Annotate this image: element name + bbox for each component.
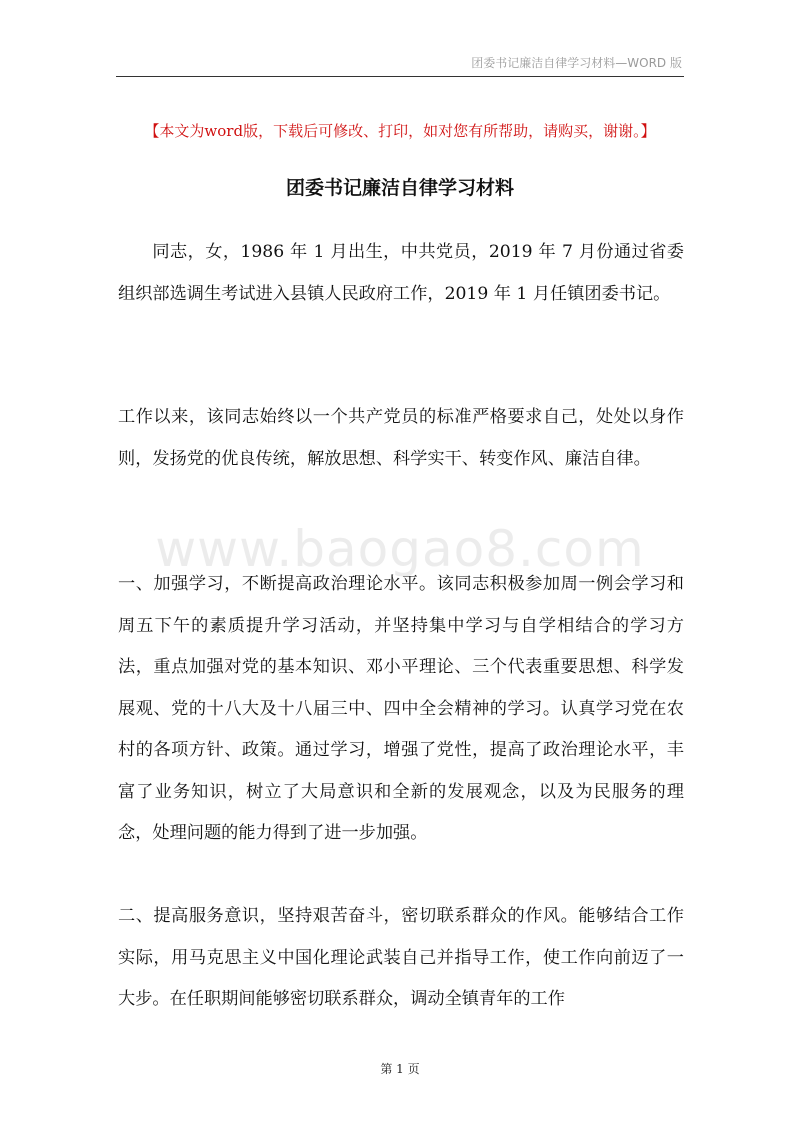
download-notice: 【本文为word版，下载后可修改、打印，如对您有所帮助，请购买，谢谢。】 <box>144 122 656 140</box>
page-number: 第 1 页 <box>380 1062 420 1076</box>
paragraph-intro: 同志，女，1986 年 1 月出生，中共党员，2019 年 7 月份通过省委组织部选调生考试进入县镇人民政府工作，2019 年 1 月任镇团委书记。 <box>118 242 684 304</box>
paragraph-work: 工作以来，该同志始终以一个共产党员的标准严格要求自己，处处以身作则，发扬党的优良传统，解放思想、科学实干、转变作风、廉洁自律。 <box>118 407 684 469</box>
page-header-title: 团委书记廉洁自律学习材料—WORD 版 <box>471 56 682 70</box>
paragraph-section-1: 一、加强学习，不断提高政治理论水平。该同志积极参加周一例会学习和周五下午的素质提升学习活动，并坚持集中学习与自学相结合的学习方法，重点加强对党的基本知识、邓小平理论、三个代表重要思想、科学发展观、党的十八大及十八届三中、四中全会精神的学习。认真学习党在农村的各项方针、政策。通过学习，增强了党性，提高了政治理论水平，丰富了业务知识，树立了大局意识和全新的发展观念，以及为民服务的理念，处理问题的能力得到了进一步加强。 <box>118 574 684 843</box>
document-title: 团委书记廉洁自律学习材料 <box>285 177 514 199</box>
paragraph-section-2: 二、提高服务意识，坚持艰苦奋斗，密切联系群众的作风。能够结合工作实际，用马克思主义中国化理论武装自己并指导工作，使工作向前迈了一大步。在任职期间能够密切联系群众，调动全镇青年的工作 <box>118 906 684 1009</box>
watermark: www.baogao8.com <box>155 520 645 578</box>
header-divider <box>116 76 684 77</box>
